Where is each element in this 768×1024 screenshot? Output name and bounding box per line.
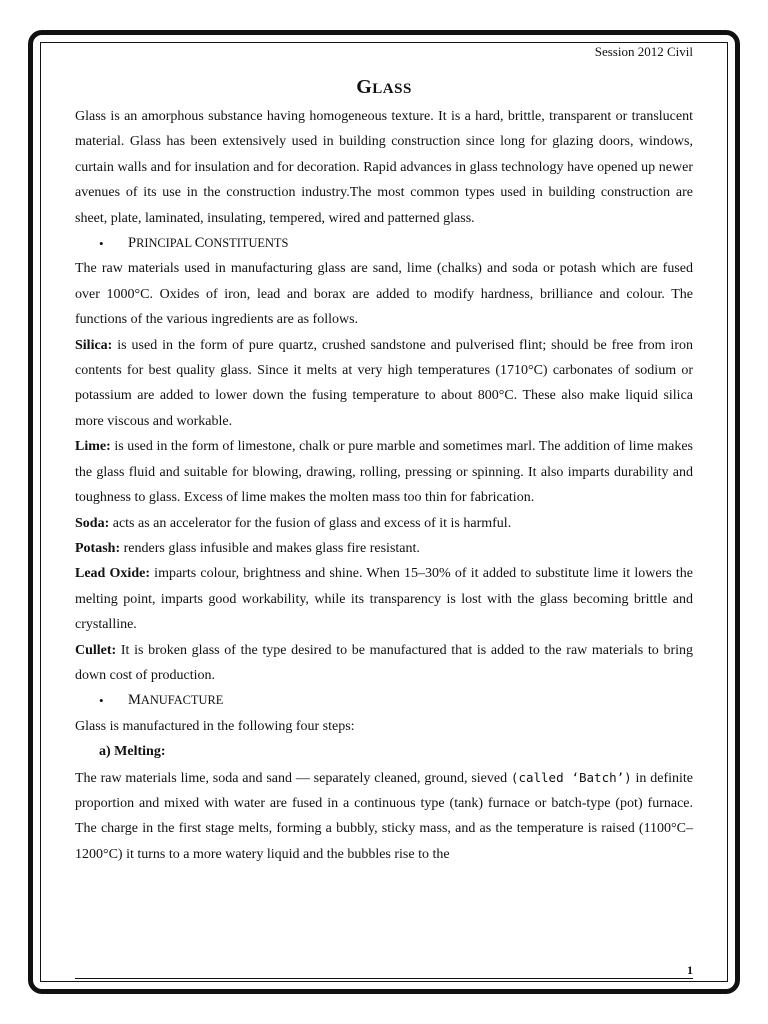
section-heading-constituents: • PRINCIPAL CONSTITUENTS — [75, 231, 693, 256]
melting-paragraph: The raw materials lime, soda and sand — separately cleaned, ground, sieved (called ‘Batch’) in definite proportion and mixed with water are fused in a continuous type (tank) furnace or batch-type (pot) furnace. The charge in the first stage melts, forming a bubbly, sticky mass, and as the temperature is raised (1100°C–1200°C) it turns to a more watery liquid and the bubbles rise to the — [75, 769, 693, 862]
running-header: Session 2012 Civil — [594, 44, 693, 59]
section-heading-manufacture: • MANUFACTURE — [75, 688, 693, 713]
bullet-icon: • — [99, 236, 104, 252]
intro-paragraph: Glass is an amorphous substance having homogeneous texture. It is a hard, brittle, transparent or translucent material. Glass has been extensively used in building construction since long for glazing doors, windows, curtain walls and for insulation and for decoration. Rapid advances in glass technology have opened up newer avenues of its use in the construction industry.The most common types used in building construction are sheet, plate, laminated, insulating, tempered, wired and patterned glass. — [75, 109, 693, 226]
ingredient-potash: Potash: renders glass infusible and makes glass fire resistant. — [75, 540, 420, 556]
document-body — [75, 104, 693, 867]
ingredient-soda: Soda: acts as an accelerator for the fusion of glass and excess of it is harmful. — [75, 515, 512, 531]
ingredient-cullet: Cullet: It is broken glass of the type desired to be manufactured that is added to the raw materials to bring down cost of production. — [75, 642, 693, 683]
bullet-icon: • — [99, 693, 104, 709]
step-melting-heading: a) Melting: — [99, 744, 166, 760]
ingredient-lime: Lime: is used in the form of limestone, chalk or pure marble and sometimes marl. The addition of lime makes the glass fluid and suitable for blowing, drawing, rolling, pressing or spinning. It also imparts durability and toughness to glass. Excess of lime makes the molten mass too thin for fabrication. — [75, 439, 693, 506]
ingredient-silica: Silica: is used in the form of pure quartz, crushed sandstone and pulverised flint; should be free from iron contents for best quality glass. Since it melts at very high temperatures (1710°C) carbonates of sodium or potassium are added to lower down the fusing temperature to about 800°C. These also make liquid silica more viscous and workable. — [75, 337, 693, 429]
constituents-intro: The raw materials used in manufacturing glass are sand, lime (chalks) and soda or potash which are fused over 1000°C. Oxides of iron, lead and borax are added to modify hardness, brilliance and colour. The functions of the various ingredients are as follows. — [75, 261, 693, 328]
page-number: 1 — [687, 963, 693, 977]
ingredient-lead-oxide: Lead Oxide: imparts colour, brightness and shine. When 15–30% of it added to substitute lime it lowers the melting point, imparts good workability, while its transparency is lost with the glass becoming brittle and crystalline. — [75, 566, 694, 633]
footer-rule — [75, 978, 693, 979]
title-initial: G — [356, 76, 373, 98]
manufacture-intro: Glass is manufactured in the following four steps: — [75, 718, 355, 734]
page-title — [0, 76, 768, 99]
title-rest: LASS — [372, 81, 412, 97]
